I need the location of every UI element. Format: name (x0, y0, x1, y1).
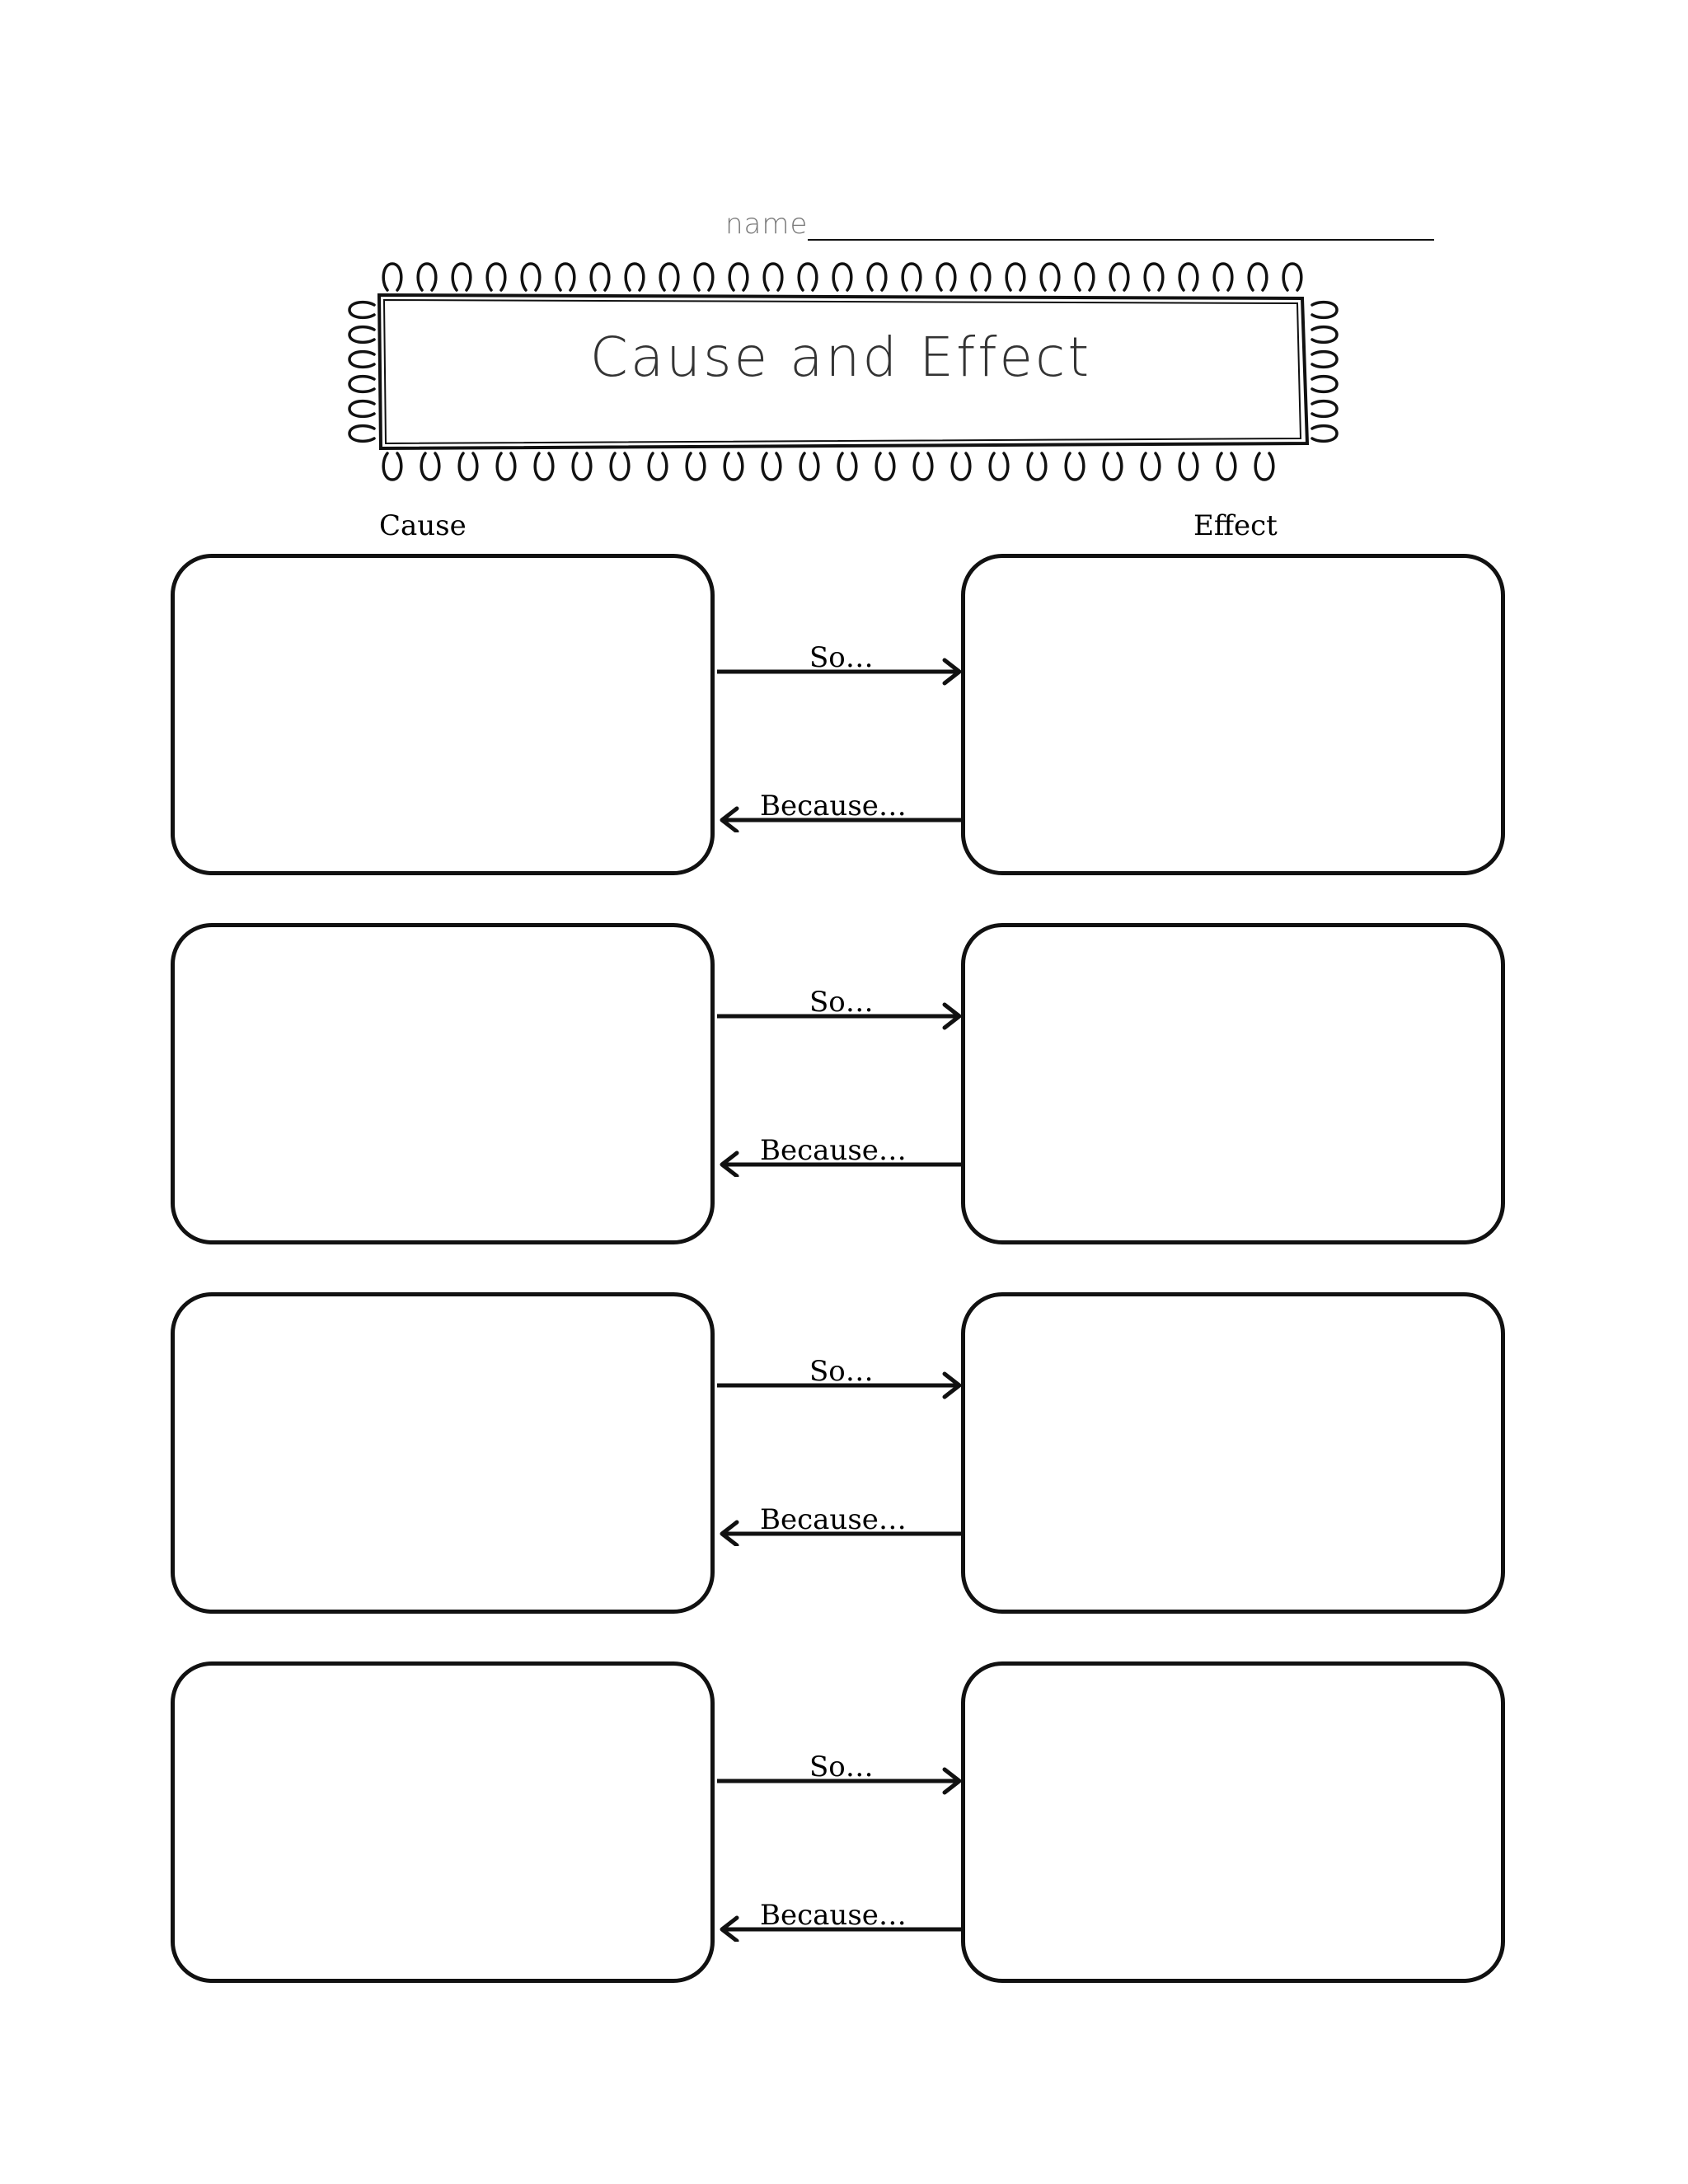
connector-2 (717, 913, 964, 1167)
cause-column-label: Cause (379, 509, 467, 542)
so-label: So… (809, 986, 874, 1019)
connector-4 (717, 1678, 964, 1932)
effect-column-label: Effect (1193, 509, 1278, 542)
because-label: Because… (760, 1503, 907, 1536)
cause-box-2[interactable] (171, 923, 715, 1244)
name-field[interactable] (725, 204, 1434, 246)
because-label: Because… (760, 1899, 907, 1932)
effect-box-2[interactable] (961, 923, 1505, 1244)
because-label: Because… (760, 790, 907, 823)
name-label: name (725, 208, 809, 241)
connector-3 (717, 1282, 964, 1536)
effect-box-3[interactable] (961, 1292, 1505, 1614)
page-title: Cause and Effect (589, 326, 1092, 389)
so-label: So… (809, 641, 874, 674)
effect-box-1[interactable] (961, 554, 1505, 875)
connector-1 (717, 569, 964, 823)
cause-box-4[interactable] (171, 1661, 715, 1983)
so-label: So… (809, 1355, 874, 1388)
so-label: So… (809, 1750, 874, 1783)
cause-box-3[interactable] (171, 1292, 715, 1614)
because-label: Because… (760, 1134, 907, 1167)
cause-box-1[interactable] (171, 554, 715, 875)
name-underline (808, 239, 1434, 241)
effect-box-4[interactable] (961, 1661, 1505, 1983)
title-banner (330, 247, 1352, 494)
